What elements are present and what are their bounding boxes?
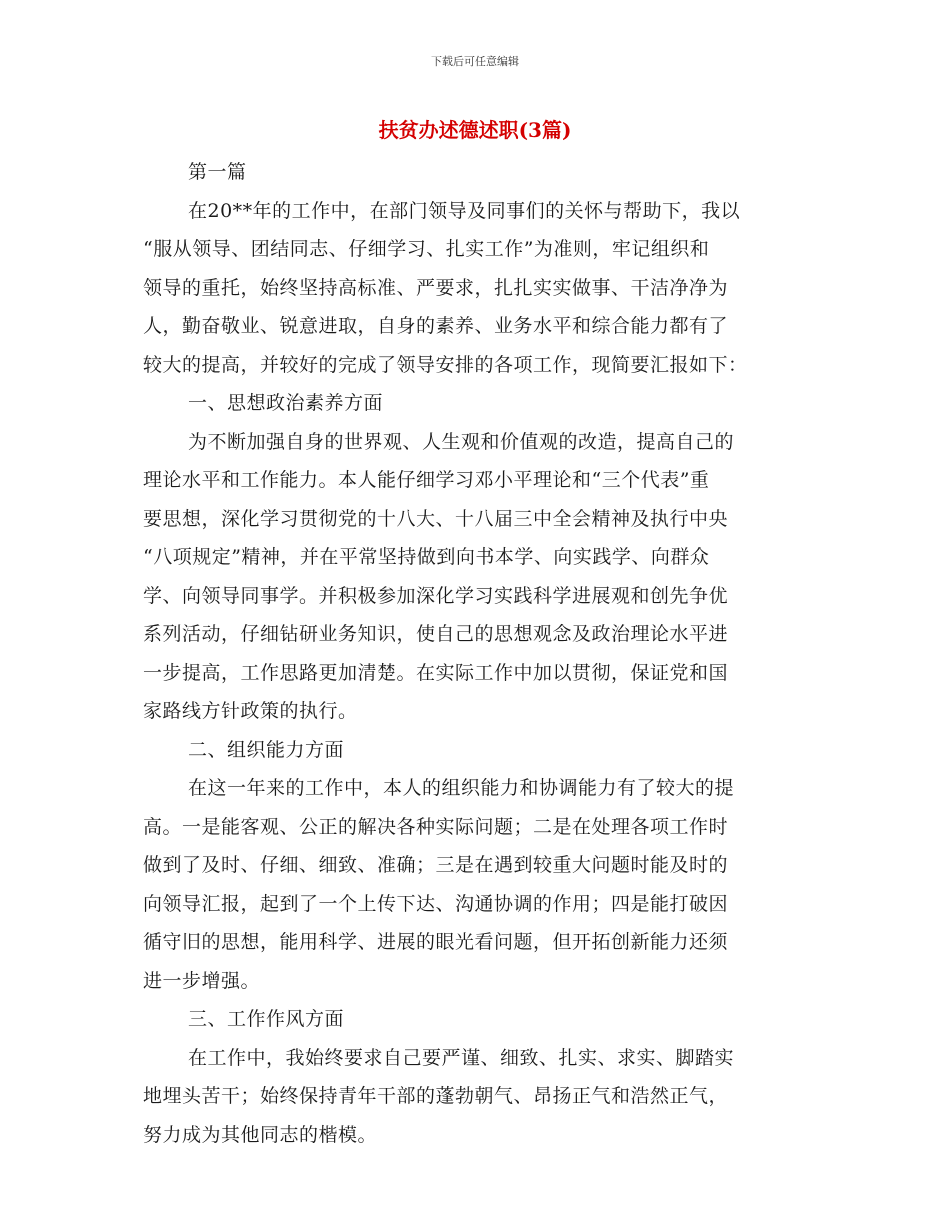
body-line: 在20**年的工作中，在部门领导及同事们的关怀与帮助下，我以 [188, 199, 741, 222]
document-body [143, 153, 807, 1154]
body-line: 一、思想政治素养方面 [188, 392, 384, 414]
body-line: 第一篇 [188, 161, 247, 183]
body-line: 努力成为其他同志的楷模。 [143, 1123, 378, 1146]
body-line: 一步提高，工作思路更加清楚。在实际工作中加以贯彻，保证党和国 [143, 661, 729, 684]
body-line: 做到了及时、仔细、细致、准确；三是在遇到较重大问题时能及时的 [143, 854, 729, 876]
document-title: 扶贫办述德述职(3篇) [378, 118, 572, 142]
body-line: 地埋头苦干；始终保持青年干部的蓬勃朝气、昂扬正气和浩然正气， [143, 1085, 729, 1107]
body-line: 在工作中，我始终要求自己要严谨、细致、扎实、求实、脚踏实 [188, 1046, 735, 1069]
body-line: 领导的重托，始终坚持高标准、严要求，扎扎实实做事、干洁净净为 [143, 276, 729, 299]
body-line: 为不断加强自身的世界观、人生观和价值观的改造，提高自己的 [188, 430, 735, 453]
body-line: 三、工作作风方面 [188, 1008, 345, 1030]
body-line: 二、组织能力方面 [188, 738, 345, 761]
body-line: 家路线方针政策的执行。 [143, 700, 358, 722]
body-line: “八项规定”精神，并在平常坚持做到向书本学、向实践学、向群众 [143, 546, 710, 568]
body-line: 循守旧的思想，能用科学、进展的眼光看问题，但开拓创新能力还须 [143, 931, 729, 953]
body-line: 要思想，深化学习贯彻党的十八大、十八届三中全会精神及执行中央 [143, 507, 729, 530]
body-line: 进一步增强。 [143, 969, 261, 992]
body-line: 人，勤奋敬业、锐意进取，自身的素养、业务水平和综合能力都有了 [143, 315, 729, 337]
body-line: 系列活动，仔细钻研业务知识，使自己的思想观念及政治理论水平进 [143, 623, 729, 645]
body-line: 在这一年来的工作中，本人的组织能力和协调能力有了较大的提 [188, 777, 735, 799]
header-note: 下载后可任意编辑 [431, 55, 519, 68]
body-line: 学、向领导同事学。并积极参加深化学习实践科学进展观和创先争优 [143, 584, 729, 607]
body-line: 向领导汇报，起到了一个上传下达、沟通协调的作用；四是能打破因 [143, 892, 729, 915]
body-line: 较大的提高，并较好的完成了领导安排的各项工作，现简要汇报如下： [143, 353, 748, 376]
body-line: 高。一是能客观、公正的解决各种实际问题；二是在处理各项工作时 [143, 815, 729, 838]
body-line: “服从领导、团结同志、仔细学习、扎实工作”为准则，牢记组织和 [143, 238, 710, 260]
body-line: 理论水平和工作能力。本人能仔细学习邓小平理论和“三个代表”重 [143, 469, 710, 491]
